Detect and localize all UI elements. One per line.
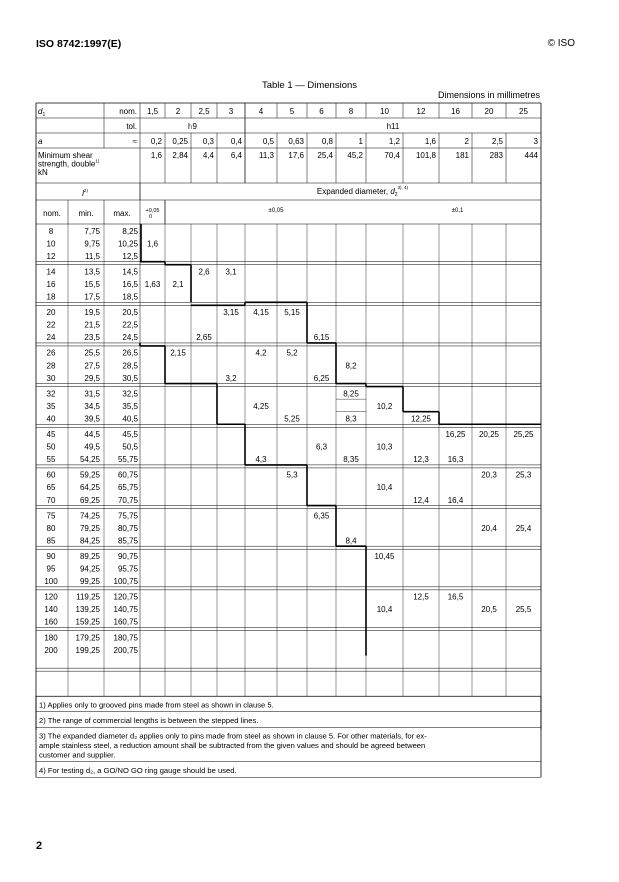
expanded-diameter-value: 12,25	[410, 414, 432, 424]
expanded-diameter-value: 4,25	[253, 401, 269, 411]
expanded-diameter-value: 8,3	[345, 414, 357, 424]
footnote-2: 2) The range of commercial lengths is between the stepped lines.	[39, 715, 259, 725]
length-max: 70,75	[117, 495, 138, 505]
shear-value: 101,8	[415, 151, 436, 160]
length-nom: 70	[46, 495, 56, 505]
length-min: 23,5	[84, 333, 100, 343]
length-max: 14,5	[122, 267, 138, 277]
approx-label: ≈	[132, 137, 137, 146]
footnote-1: 1) Applies only to grooved pins made from steel as shown in clause 5.	[39, 700, 274, 710]
length-max: 140,75	[113, 605, 138, 615]
expanded-diameter-value: 20,5	[481, 605, 497, 615]
expanded-diameter-value: 10,45	[374, 551, 395, 561]
length-max: 24,5	[122, 333, 138, 343]
expanded-diameter-value: 12,4	[413, 495, 429, 505]
diameter-header: 4	[258, 107, 264, 116]
length-min: 49,5	[84, 442, 100, 452]
diameter-header: 1,5	[146, 107, 159, 116]
length-max: 35,5	[122, 401, 138, 411]
length-min: 139,25	[75, 605, 100, 615]
shear-label-line: strength, double$^{1)}$	[38, 158, 100, 169]
expanded-diameter-value: 1,63	[144, 279, 161, 289]
d1-label: $d_1$	[38, 107, 46, 118]
length-nom: 95	[46, 564, 56, 574]
diameter-header: 6	[319, 107, 324, 116]
expanded-diameter-value: 20,25	[478, 430, 500, 440]
expanded-tol-pm005: ±0,05	[268, 208, 284, 214]
shear-value: 4,4	[202, 151, 214, 160]
length-nom: 18	[46, 292, 56, 302]
footnote-4: 4) For testing d₂, a GO/NO GO ring gauge should be used.	[39, 765, 237, 775]
length-min: 19,5	[84, 308, 100, 318]
a-value: 2,5	[491, 137, 503, 146]
length-nom: 8	[48, 226, 54, 236]
expanded-diameter-value: 20,4	[481, 523, 497, 533]
expanded-diameter-value: 25,25	[513, 430, 534, 440]
length-min: 21,5	[84, 320, 100, 330]
page-number: 2	[36, 840, 43, 852]
shear-label-line: kN	[38, 168, 48, 177]
expanded-diameter-value: 4,15	[253, 308, 269, 318]
expanded-diameter-value: 16,5	[447, 592, 464, 602]
length-max: 60,75	[117, 470, 138, 480]
expanded-tol-pm01: ±0,1	[451, 208, 464, 214]
length-min: 15,5	[84, 279, 100, 289]
length-min: 44,5	[84, 430, 100, 440]
copyright: © ISO	[547, 38, 575, 49]
length-nom: 40	[46, 414, 56, 424]
sub-header-min: min.	[78, 209, 94, 218]
length-min: 25,5	[84, 348, 100, 358]
expanded-diameter-value: 10,2	[376, 401, 393, 411]
diameter-header: 2	[175, 107, 181, 116]
shear-value: 70,4	[384, 151, 400, 160]
length-nom: 26	[46, 348, 56, 358]
length-nom: 28	[46, 361, 56, 371]
a-value: 0,5	[262, 137, 274, 146]
a-value: 0,2	[150, 137, 162, 146]
expanded-diameter-value: 3,2	[225, 373, 237, 383]
a-value: 3	[533, 137, 538, 146]
shear-value: 6,4	[230, 151, 242, 160]
length-nom: 180	[44, 633, 58, 643]
length-nom: 14	[46, 267, 56, 277]
expanded-diameter-value: 2,65	[196, 333, 212, 343]
shear-value: 45,2	[347, 151, 363, 160]
length-min: 54,25	[79, 455, 100, 465]
length-min: 84,25	[79, 536, 100, 546]
length-min: 64,25	[79, 483, 100, 493]
expanded-diameter-value: 16,4	[447, 495, 464, 505]
tol-label: tol.	[126, 122, 137, 131]
length-min: 199,25	[75, 645, 100, 655]
length-max: 12,5	[122, 251, 138, 261]
expanded-tol-zero: 0	[148, 214, 153, 220]
length-max: 28,5	[122, 361, 138, 371]
length-min: 17,5	[84, 292, 100, 302]
length-nom: 90	[46, 551, 56, 561]
expanded-diameter-value: 4,2	[255, 348, 267, 358]
diameter-header: 10	[380, 107, 389, 116]
length-min: 69,25	[79, 495, 100, 505]
diameter-header: 3	[228, 107, 234, 116]
diameter-header: 20	[484, 107, 494, 116]
length-nom: 80	[46, 523, 56, 533]
length-max: 180,75	[113, 633, 138, 643]
l-label: $l^{2)}$	[82, 188, 88, 198]
a-value: 1,6	[424, 137, 436, 146]
length-nom: 75	[46, 511, 56, 521]
length-min: 119,25	[76, 592, 100, 602]
expanded-diameter-value: 4,3	[255, 455, 267, 465]
length-max: 75,75	[117, 511, 138, 521]
expanded-diameter-value: 6,25	[313, 373, 330, 383]
expanded-diameter-value: 3,1	[225, 267, 237, 277]
length-max: 95,75	[117, 564, 138, 574]
shear-value: 25,4	[317, 151, 333, 160]
expanded-diameter-value: 25,4	[515, 523, 532, 533]
expanded-diameter-value: 10,3	[376, 442, 393, 452]
a-value: 0,8	[321, 137, 333, 146]
expanded-diameter-value: 5,15	[284, 308, 300, 318]
expanded-diameter-value: 10,4	[376, 605, 393, 615]
expanded-diameter-value: 16,3	[447, 455, 464, 465]
a-label: a	[38, 137, 43, 146]
expanded-diameter-value: 12,5	[413, 592, 429, 602]
shear-value: 1,6	[150, 151, 162, 160]
length-max: 85,75	[117, 536, 138, 546]
length-min: 11,5	[85, 251, 100, 261]
length-nom: 32	[46, 389, 56, 399]
standard-number: ISO 8742:1997(E)	[36, 38, 122, 50]
length-max: 90,75	[117, 551, 138, 561]
expanded-diameter-value: 3,15	[223, 308, 239, 318]
length-nom: 16	[46, 279, 56, 289]
length-min: 179,25	[75, 633, 100, 643]
expanded-diameter-value: 1,6	[146, 239, 159, 249]
shear-value: 444	[524, 151, 538, 160]
length-max: 22,5	[122, 320, 138, 330]
expanded-diameter-value: 25,5	[515, 605, 532, 615]
length-nom: 35	[46, 401, 56, 411]
expanded-diameter-value: 12,3	[413, 455, 429, 465]
length-nom: 160	[44, 617, 58, 627]
a-value: 0,63	[288, 137, 304, 146]
tolerance-h9: h9	[188, 122, 197, 131]
sub-header-max: max.	[113, 209, 131, 218]
length-nom: 12	[46, 251, 56, 261]
a-value: 0,3	[202, 137, 214, 146]
shear-value: 181	[455, 151, 469, 160]
length-nom: 120	[44, 592, 58, 602]
diameter-header: 2,5	[198, 107, 210, 116]
a-value: 0,25	[172, 137, 188, 146]
length-nom: 20	[46, 308, 56, 318]
expanded-diameter-value: 25,3	[515, 470, 532, 480]
length-max: 32,5	[122, 389, 138, 399]
diameter-header: 12	[416, 107, 426, 116]
length-min: 34,5	[84, 401, 100, 411]
shear-value: 2,84	[172, 151, 188, 160]
diameter-header: 16	[451, 107, 460, 116]
shear-value: 283	[489, 151, 503, 160]
length-min: 39,5	[84, 414, 100, 424]
diameter-header: 8	[348, 107, 354, 116]
a-value: 1	[358, 137, 363, 146]
length-nom: 24	[46, 333, 56, 343]
length-nom: 140	[44, 605, 58, 615]
length-max: 65,75	[117, 483, 138, 493]
length-max: 50,5	[122, 442, 138, 452]
shear-footnote-ref: 1)	[95, 158, 100, 164]
length-min: 7,75	[84, 226, 100, 236]
length-max: 120,75	[113, 592, 138, 602]
length-max: 16,5	[122, 279, 138, 289]
length-min: 13,5	[84, 267, 100, 277]
footnote-3: 3) The expanded diameter d₂ applies only to pins made from steel as shown in clause 5. For other materials, for ex-	[39, 731, 427, 741]
expanded-diameter-value: 8,2	[345, 361, 357, 371]
expanded-diameter-value: 16,25	[445, 430, 466, 440]
length-max: 26,5	[122, 348, 138, 358]
length-max: 45,5	[122, 430, 138, 440]
length-max: 200,75	[113, 645, 138, 655]
shear-label-line: Minimum shear	[38, 151, 93, 160]
length-min: 59,25	[79, 470, 100, 480]
expanded-diameter-value: 2,15	[170, 348, 186, 358]
a-value: 1,2	[388, 137, 400, 146]
length-nom: 85	[46, 536, 56, 546]
expanded-diameter-header: Expanded diameter, $d_2^{3), 4)}$	[316, 185, 409, 198]
expanded-diameter-value: 8,25	[343, 389, 359, 399]
length-nom: 10	[46, 239, 56, 249]
length-min: 9,75	[84, 239, 100, 249]
length-nom: 50	[46, 442, 56, 452]
length-min: 74,25	[79, 511, 100, 521]
table-caption: Table 1 — Dimensions	[261, 80, 358, 91]
expanded-tol-plus: +0,05	[145, 208, 160, 214]
sub-header-nom: nom.	[43, 209, 61, 218]
nom-label: nom.	[119, 107, 137, 116]
length-max: 30,5	[122, 373, 138, 383]
length-max: 100,75	[113, 577, 138, 587]
expanded-diameter-value: 20,3	[481, 470, 497, 480]
length-nom: 30	[46, 373, 56, 383]
length-min: 94,25	[79, 564, 100, 574]
expanded-diameter-value: 6,3	[315, 442, 328, 452]
shear-value: 11,3	[259, 151, 274, 160]
units-note: Dimensions in millimetres	[437, 90, 540, 100]
a-value: 2	[464, 137, 469, 146]
footnote-3: ample stainless steel, a reduction amount shall be subtracted from the given values and should be agreed between	[39, 740, 426, 750]
a-value: 0,4	[230, 137, 242, 146]
length-nom: 200	[44, 645, 58, 655]
expanded-diameter-value: 5,3	[286, 470, 298, 480]
length-min: 99,25	[79, 577, 100, 587]
length-max: 18,5	[122, 292, 138, 302]
length-min: 159,25	[75, 617, 100, 627]
length-min: 31,5	[84, 389, 100, 399]
expanded-diameter-value: 2,1	[172, 279, 184, 289]
length-nom: 100	[44, 577, 58, 587]
length-nom: 55	[46, 455, 56, 465]
expanded-diameter-value: 8,4	[345, 536, 357, 546]
expanded-diameter-value: 6,15	[313, 333, 330, 343]
length-min: 27,5	[84, 361, 100, 371]
length-nom: 60	[46, 470, 56, 480]
expanded-diameter-value: 10,4	[376, 483, 393, 493]
footnote-3: customer and supplier.	[39, 750, 116, 760]
length-min: 89,25	[79, 551, 100, 561]
length-max: 10,25	[117, 239, 138, 249]
length-max: 80,75	[117, 523, 138, 533]
length-min: 79,25	[79, 523, 100, 533]
diameter-header: 25	[519, 107, 528, 116]
shear-value: 17,6	[288, 151, 304, 160]
length-nom: 22	[46, 320, 56, 330]
expanded-diameter-value: 5,25	[284, 414, 300, 424]
diameter-header: 5	[289, 107, 295, 116]
length-nom: 65	[46, 483, 56, 493]
length-nom: 45	[46, 430, 56, 440]
expanded-diameter-value: 2,6	[198, 267, 210, 277]
length-max: 40,5	[122, 414, 138, 424]
tolerance-h11: h11	[386, 122, 400, 131]
length-max: 8,25	[122, 226, 138, 236]
expanded-diameter-value: 5,2	[286, 348, 298, 358]
expanded-diameter-value: 8,35	[343, 455, 359, 465]
expanded-diameter-value: 6,35	[313, 511, 330, 521]
length-max: 55,75	[117, 455, 138, 465]
length-min: 29,5	[84, 373, 100, 383]
length-max: 160,75	[113, 617, 138, 627]
length-max: 20,5	[122, 308, 138, 318]
